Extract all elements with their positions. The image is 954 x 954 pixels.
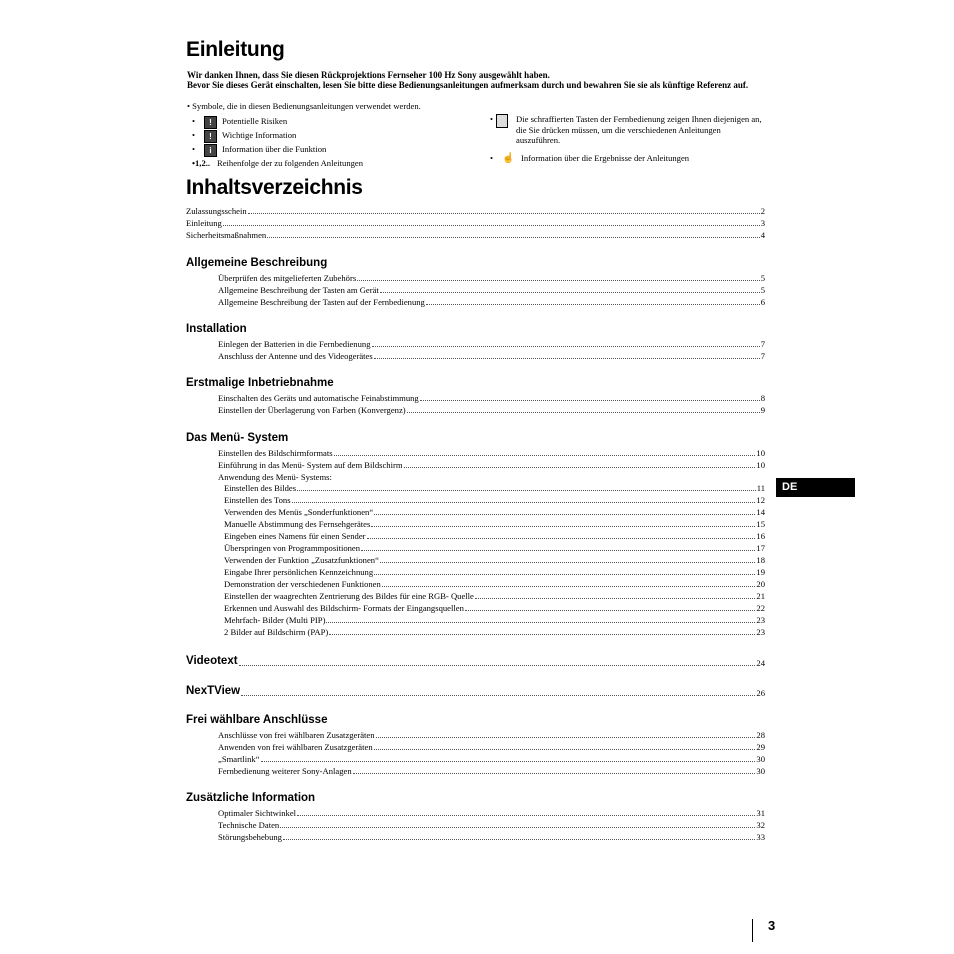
toc-entry: Verwenden des Menüs „Sonderfunktionen“ 14 xyxy=(224,507,765,517)
language-tab: DE xyxy=(776,478,855,497)
symbol-important: • ! Wichtige Information xyxy=(192,130,297,141)
remote-keys-icon xyxy=(496,114,508,128)
toc-entry: Einschalten des Geräts und automatische Feinabstimmung 8 xyxy=(218,393,765,403)
page-title-toc: Inhaltsverzeichnis xyxy=(186,176,363,199)
toc-entry: Allgemeine Beschreibung der Tasten am Gerät 5 xyxy=(218,285,765,295)
toc-entry: Einlegen der Batterien in die Fernbedienung 7 xyxy=(218,339,765,349)
toc-entry: Verwenden der Funktion „Zusatzfunktionen“ 18 xyxy=(224,555,765,565)
toc-entry-nextview: NexTView 26 xyxy=(186,685,765,698)
toc-entry: Technische Daten 32 xyxy=(218,820,765,830)
toc-entry: Einstellen des Tons 12 xyxy=(224,495,765,505)
symbol-results: • ☝ Information über die Ergebnisse der Anleitungen xyxy=(490,153,690,164)
toc-entry: „Smartlink“ 30 xyxy=(218,754,765,764)
section-heading-zusaetzliche: Zusätzliche Information xyxy=(186,792,316,804)
toc-entry: Eingabe Ihrer persönlichen Kennzeichnung 19 xyxy=(224,567,765,577)
toc-entry: Anwendung des Menü- Systems: xyxy=(218,472,332,482)
warning-icon: ! xyxy=(204,116,217,129)
hand-pointer-icon: ☝ xyxy=(502,153,515,164)
section-heading-erstmalige: Erstmalige Inbetriebnahme xyxy=(186,377,334,389)
symbol-function: • i Information über die Funktion xyxy=(192,144,327,155)
toc-entry: Einstellen des Bildschirmformats 10 xyxy=(218,448,765,458)
symbol-shaded-keys: • Die schraffierten Tasten der Fernbedienung zeigen Ihnen diejenigen an, die Sie drücken müssen, um die verschiedenen Anleitungen auszuführen. xyxy=(490,114,762,145)
toc-entry: Überspringen von Programmpositionen 17 xyxy=(224,543,765,553)
symbol-order: •1,2.. Reihenfolge der zu folgenden Anleitungen xyxy=(192,158,364,168)
toc-entry: Störungsbehebung 33 xyxy=(218,832,765,842)
symbols-intro: • Symbole, die in diesen Bedienungsanleitungen verwendet werden. xyxy=(187,101,421,111)
toc-entry: Optimaler Sichtwinkel 31 xyxy=(218,808,765,818)
section-heading-menue: Das Menü- System xyxy=(186,432,289,444)
toc-entry-videotext: Videotext 24 xyxy=(186,655,765,668)
toc-entry: Anwenden von frei wählbaren Zusatzgeräten 29 xyxy=(218,742,765,752)
toc-entry: Sicherheitsmaßnahmen 4 xyxy=(186,230,765,240)
toc-entry: Zulassungsschein 2 xyxy=(186,206,765,216)
info-icon: i xyxy=(204,144,217,157)
toc-entry: Einleitung 3 xyxy=(186,218,765,228)
toc-entry: Mehrfach- Bilder (Multi PIP) 23 xyxy=(224,615,765,625)
toc-entry: Fernbedienung weiterer Sony-Anlagen 30 xyxy=(218,766,765,776)
section-heading-frei: Frei wählbare Anschlüsse xyxy=(186,714,328,726)
toc-entry: Anschluss der Antenne und des Videogerätes 7 xyxy=(218,351,765,361)
section-heading-installation: Installation xyxy=(186,323,247,335)
toc-entry: Erkennen und Auswahl des Bildschirm- Formats der Eingangsquellen 22 xyxy=(224,603,765,613)
intro-instructions: Bevor Sie dieses Gerät einschalten, lesen Sie bitte diese Bedienungsanleitungen aufmerksam durch und bewahren Sie sie als künftige Referenz auf. xyxy=(187,80,749,90)
toc-entry: Einführung in das Menü- System auf dem Bildschirm 10 xyxy=(218,460,765,470)
section-heading-allgemeine: Allgemeine Beschreibung xyxy=(186,257,328,269)
toc-entry: 2 Bilder auf Bildschirm (PAP) 23 xyxy=(224,627,765,637)
caution-icon: ! xyxy=(204,130,217,143)
toc-entry: Einstellen des Bildes 11 xyxy=(224,483,765,493)
toc-entry: Einstellen der Überlagerung von Farben (Konvergenz) 9 xyxy=(218,405,765,415)
toc-entry: Allgemeine Beschreibung der Tasten auf der Fernbedienung 6 xyxy=(218,297,765,307)
page-number: 3 xyxy=(768,918,776,933)
toc-entry: Anschlüsse von frei wählbaren Zusatzgeräten 28 xyxy=(218,730,765,740)
toc-entry: Eingeben eines Namens für einen Sender 16 xyxy=(224,531,765,541)
toc-entry: Demonstration der verschiedenen Funktionen 20 xyxy=(224,579,765,589)
toc-entry: Einstellen der waagrechten Zentrierung des Bildes für eine RGB- Quelle 21 xyxy=(224,591,765,601)
intro-thanks: Wir danken Ihnen, dass Sie diesen Rückprojektions Fernseher 100 Hz Sony ausgewählt haben. xyxy=(187,70,550,80)
symbol-risks: • ! Potentielle Risiken xyxy=(192,116,288,127)
page-number-divider xyxy=(752,919,753,942)
toc-entry: Überprüfen des mitgelieferten Zubehörs 5 xyxy=(218,273,765,283)
page-title-einleitung: Einleitung xyxy=(186,38,285,61)
toc-entry: Manuelle Abstimmung des Fernsehgerätes 15 xyxy=(224,519,765,529)
